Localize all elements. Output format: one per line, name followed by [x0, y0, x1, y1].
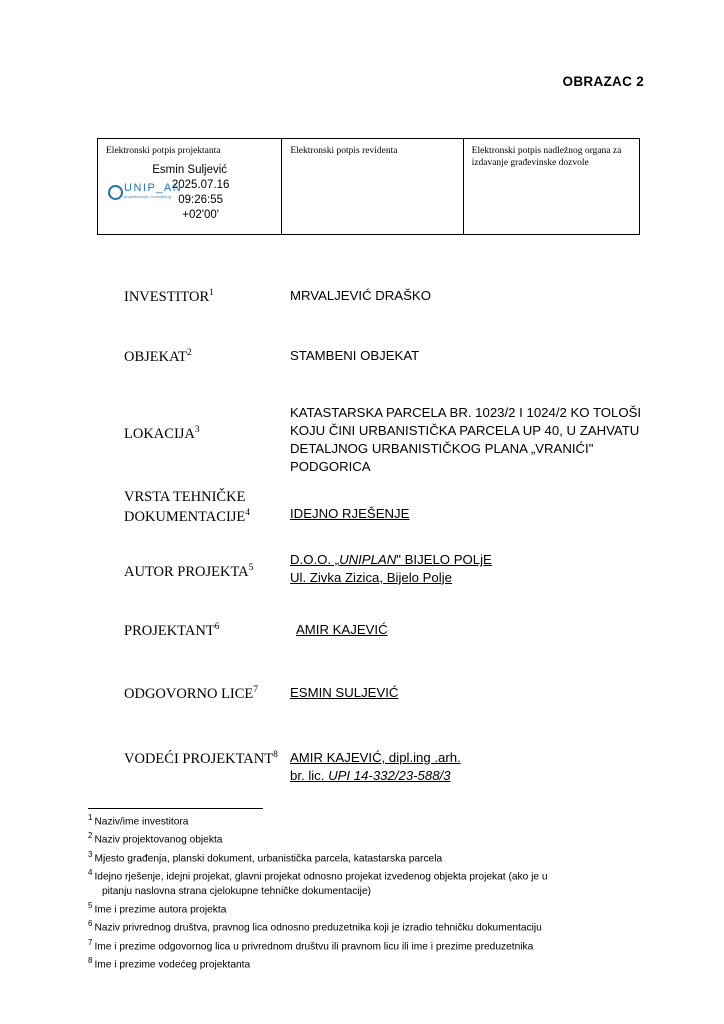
signature-date: 2025.07.16 — [171, 179, 230, 192]
footnote-item: $^3$ Mjesto građenja, planski dokument, urbanistička parcela, katastarska parcela — [88, 849, 443, 864]
field-label-lokacija: LOKACIJA$^3$ — [124, 425, 200, 442]
footnote-item: $^1$ Naziv/ime investitora — [88, 813, 189, 828]
field-label-odgovorno-lice: ODGOVORNO LICE$^7$ — [124, 685, 259, 702]
field-lokacija — [124, 398, 644, 482]
vodeci-license-line: br. lic. UPI 14-332/23-588/3 — [290, 767, 451, 783]
field-value-investitor: MRVALJEVIĆ DRAŠKO — [290, 288, 431, 303]
field-projektant — [124, 607, 644, 671]
uniplan-logo — [108, 181, 218, 207]
signature-time: 09:26:55 — [178, 194, 224, 207]
footnote-item: $^5$ Ime i prezime autora projekta — [88, 901, 227, 916]
signature-header-organ: Elektronski potpis nadležnog organa za izdavanje građevinske dozvole — [471, 146, 622, 168]
fields-list — [124, 278, 644, 793]
field-value-vodeci-projektant — [290, 733, 644, 785]
field-value-lokacija: KATASTARSKA PARCELA BR. 1023/2 I 1024/2 KO TOLOŠI KOJU ČINI URBANISTIČKA PARCELA UP 40, U ZAHVATU DETALJNOG URBANISTIČKOG PLANA „VRANIĆI" PODGORICA — [290, 405, 642, 474]
footnote-item: $^7$ Ime i prezime odgovornog lica u privrednom društvu ili pravnom licu ili ime i prezime preduzetnika — [88, 937, 534, 952]
footnote-item: $^4$ Idejno rješenje, idejni projekat, glavni projekat odnosno projekat izvedenog objekta projekat (ako je u pitanju naslovna strana cjelokupne tehničke dokumentacije) — [88, 867, 548, 898]
field-label-autor-projekta: AUTOR PROJEKTA$^5$ — [124, 563, 254, 580]
signature-timezone: +02'00' — [182, 209, 219, 222]
signature-table — [97, 138, 640, 235]
signature-name: Esmin Suljević — [152, 163, 228, 176]
field-value-projektant: AMIR KAJEVIĆ — [296, 622, 388, 637]
logo-circle-icon — [108, 185, 123, 200]
footnotes-list — [88, 812, 668, 973]
autor-address-line: Ul. Zivka Zizica, Bijelo Polje — [290, 569, 452, 585]
field-value-objekat: STAMBENI OBJEKAT — [290, 348, 420, 363]
page-title: OBRAZAC 2 — [562, 74, 644, 89]
footnote-item: $^2$ Naziv projektovanog objekta — [88, 831, 223, 846]
field-value-autor-projekta — [290, 545, 644, 587]
signature-cell-revident — [282, 139, 463, 234]
signature-cell-organ — [464, 139, 639, 234]
footnote-divider — [88, 808, 263, 809]
logo-tagline: projektovanje i inzenjering — [124, 195, 171, 199]
field-objekat — [124, 338, 644, 398]
vodeci-name-line: AMIR KAJEVIĆ, dipl.ing .arh. — [290, 750, 461, 765]
logo-wordmark: UNIP_AN — [124, 182, 183, 194]
field-vrsta-dokumentacije — [124, 482, 644, 545]
signature-header-projektant: Elektronski potpis projektanta — [106, 146, 221, 156]
field-label-objekat: OBJEKAT$^2$ — [124, 348, 192, 365]
field-investitor — [124, 278, 644, 338]
footnote-item: $^6$ Naziv privrednog društva, pravnog lica odnosno preduzetnika koji je izradio tehničku dokumentaciju — [88, 919, 542, 934]
field-autor-projekta — [124, 545, 644, 607]
field-label-vodeci-projektant: VODEĆI PROJEKTANT$^8$ — [124, 750, 278, 767]
field-label-vrsta-dokumentacije: VRSTA TEHNIČKE DOKUMENTACIJE$^4$ — [124, 489, 251, 525]
field-vodeci-projektant — [124, 733, 644, 793]
field-value-odgovorno-lice: ESMIN SULJEVIĆ — [290, 685, 399, 700]
signature-cell-projektant — [98, 139, 282, 234]
signature-header-revident: Elektronski potpis revidenta — [290, 146, 398, 156]
field-value-vrsta-dokumentacije: IDEJNO RJEŠENJE — [290, 506, 410, 521]
field-odgovorno-lice — [124, 671, 644, 733]
footnote-item: $^8$ Ime i prezime vodećeg projektanta — [88, 955, 251, 971]
autor-company-line: D.O.O. „UNIPLAN" BIJELO POLjE — [290, 552, 492, 567]
field-label-projektant: PROJEKTANT$^6$ — [124, 622, 220, 639]
field-label-investitor: INVESTITOR$^1$ — [124, 288, 214, 305]
